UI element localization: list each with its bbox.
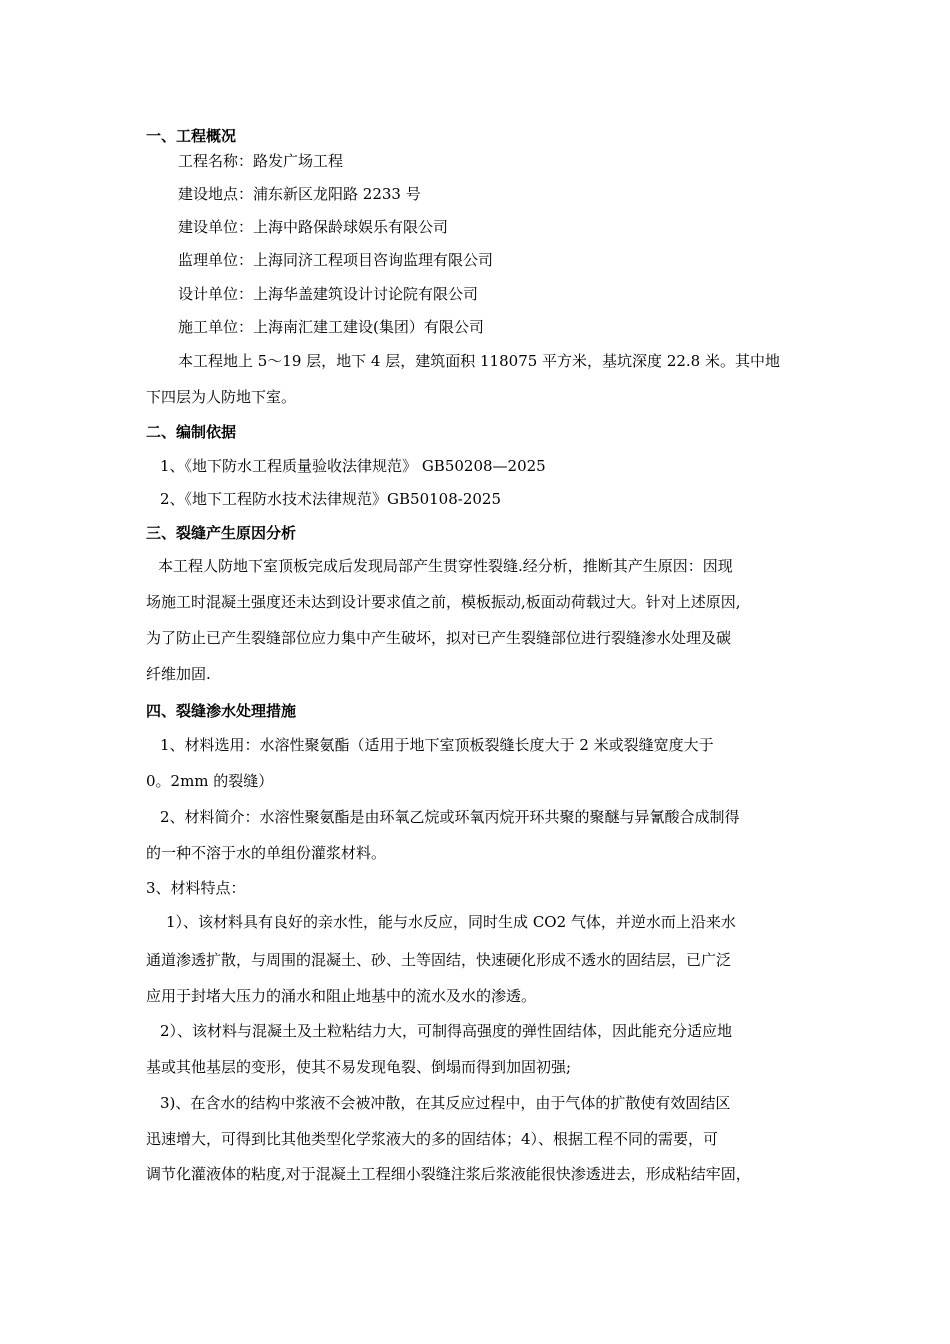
- material-intro-line-1: 2、材料简介：水溶性聚氨酯是由环氧乙烷或环氧丙烷开环共聚的聚醚与异氰酸合成制得: [160, 808, 740, 826]
- feature-4-line-1: 调节化灌液体的粘度,对于混凝土工程细小裂缝注浆后浆液能很快渗透进去，形成粘结牢固，: [146, 1165, 751, 1183]
- cause-paragraph-line-4: 纤维加固.: [146, 665, 211, 683]
- feature-1-line-2: 通道渗透扩散，与周围的混凝土、砂、土等固结，快速硬化形成不透水的固结层，已广泛: [146, 951, 732, 969]
- project-name-line: 工程名称：路发广场工程: [178, 152, 344, 170]
- basis-item-1: 1、《地下防水工程质量验收法律规范》 GB50208—2025: [160, 457, 546, 475]
- section-heading-basis: 二、编制依据: [146, 423, 237, 441]
- overview-paragraph-line-2: 下四层为人防地下室。: [146, 388, 297, 406]
- cause-paragraph-line-1: 本工程人防地下室顶板完成后发现局部产生贯穿性裂缝.经分析，推断其产生原因：因现: [158, 557, 733, 575]
- feature-2-line-1: 2）、该材料与混凝土及土粒粘结力大，可制得高强度的弹性固结体，因此能充分适应地: [160, 1022, 733, 1040]
- cause-paragraph-line-2: 场施工时混凝土强度还未达到设计要求值之前，模板振动,板面动荷载过大。针对上述原因,: [146, 593, 741, 611]
- material-selection-line-2: 0。2mm 的裂缝）: [146, 772, 274, 790]
- section-heading-cause: 三、裂缝产生原因分析: [146, 524, 297, 542]
- section-heading-overview: 一、工程概况: [146, 127, 237, 145]
- designer-line: 设计单位：上海华盖建筑设计讨论院有限公司: [178, 285, 479, 303]
- feature-2-line-2: 基或其他基层的变形，使其不易发现龟裂、倒塌而得到加固初强;: [146, 1058, 572, 1076]
- material-intro-line-2: 的一种不溶于水的单组份灌浆材料。: [146, 844, 387, 862]
- overview-paragraph-line-1: 本工程地上 5～19 层，地下 4 层，建筑面积 118075 平方米，基坑深度 22.8 米。其中地: [178, 352, 780, 370]
- supervisor-line: 监理单位：上海同济工程项目咨询监理有限公司: [178, 251, 494, 269]
- section-heading-treatment: 四、裂缝渗水处理措施: [146, 702, 297, 720]
- feature-1-line-1: 1）、该材料具有良好的亲水性，能与水反应，同时生成 CO2 气体，并逆水而上沿来水: [166, 913, 736, 931]
- project-location-line: 建设地点：浦东新区龙阳路 2233 号: [178, 185, 421, 203]
- feature-3-line-2: 迅速增大，可得到比其他类型化学浆液大的多的固结体；4）、根据工程不同的需要，可: [146, 1130, 719, 1148]
- contractor-line: 施工单位：上海南汇建工建设(集团）有限公司: [178, 318, 484, 336]
- material-selection-line-1: 1、材料选用：水溶性聚氨酯（适用于地下室顶板裂缝长度大于 2 米或裂缝宽度大于: [160, 736, 714, 754]
- basis-item-2: 2、《地下工程防水技术法律规范》GB50108-2025: [160, 490, 502, 508]
- owner-line: 建设单位：上海中路保龄球娱乐有限公司: [178, 218, 449, 236]
- cause-paragraph-line-3: 为了防止已产生裂缝部位应力集中产生破坏，拟对已产生裂缝部位进行裂缝渗水处理及碳: [146, 629, 732, 647]
- feature-3-line-1: 3)、在含水的结构中浆液不会被冲散，在其反应过程中，由于气体的扩散使有效固结区: [160, 1094, 731, 1112]
- feature-1-line-3: 应用于封堵大压力的涌水和阻止地基中的流水及水的渗透。: [146, 987, 537, 1005]
- material-features-heading: 3、材料特点：: [146, 879, 246, 897]
